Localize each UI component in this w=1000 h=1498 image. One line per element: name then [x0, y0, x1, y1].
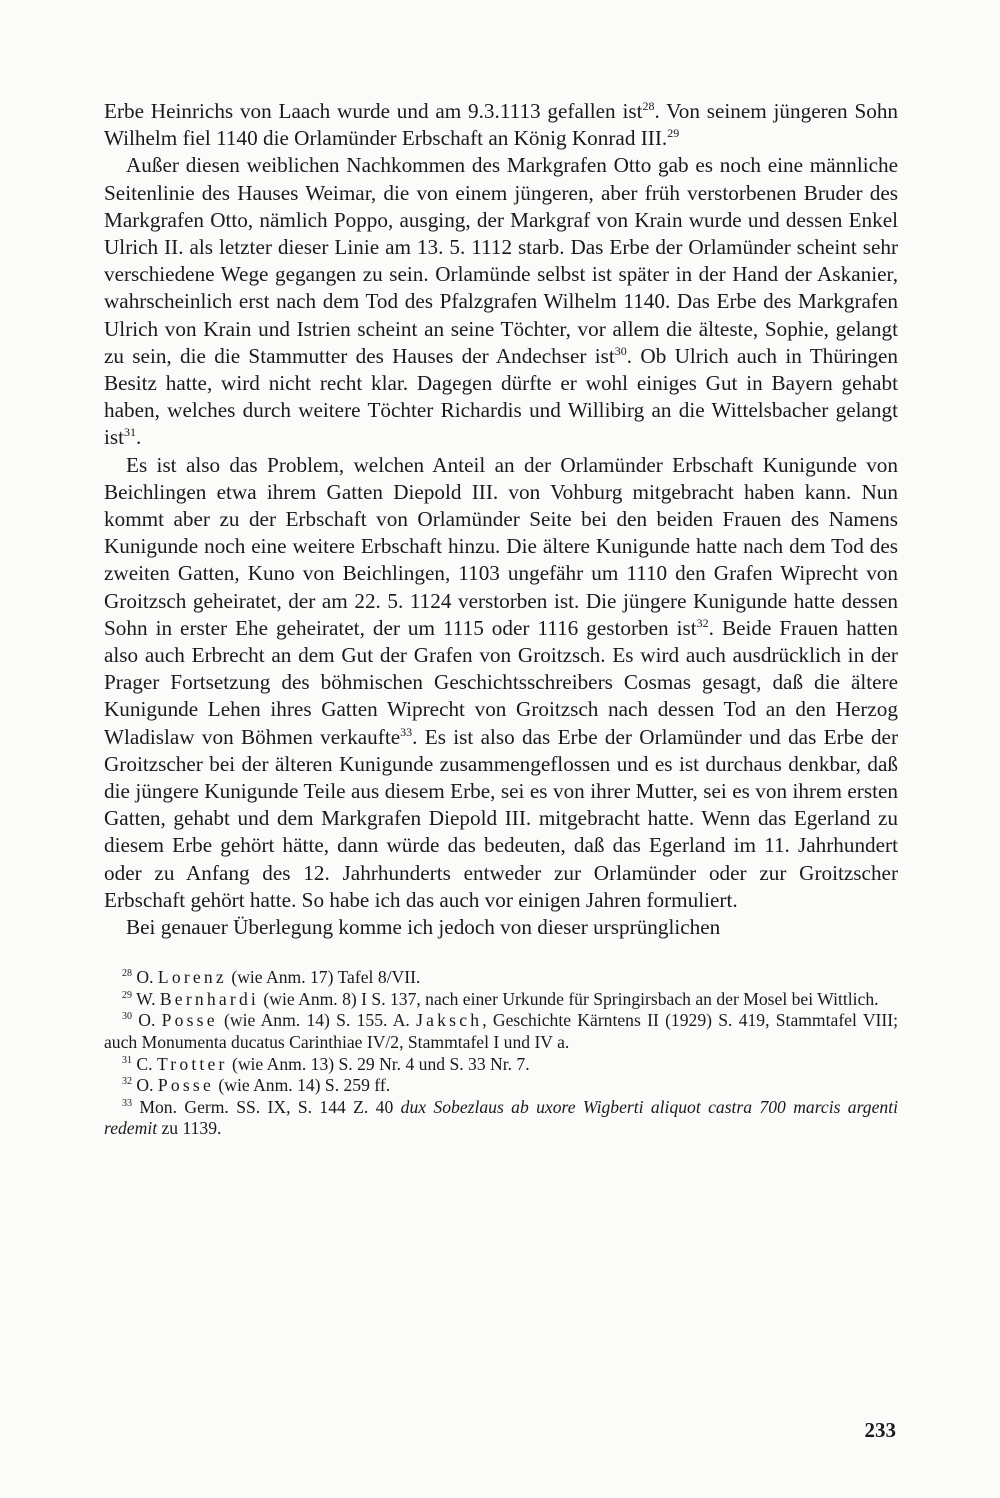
- footnote-ref: 31: [124, 425, 137, 440]
- paragraph-1: [104, 98, 898, 152]
- text-run: (wie Anm. 13) S. 29 Nr. 4 und S. 33 Nr. 7.: [227, 1053, 530, 1074]
- latin-quote: dux Sobezlaus ab uxore Wigberti aliquot castra 700 marcis argenti redemit: [104, 1096, 898, 1139]
- text-run: . Von seinem jüngeren Sohn Wilhelm fiel 1140 die Orlamünder Erbschaft an König Konrad III.: [104, 99, 899, 151]
- footnote-ref: 32: [696, 615, 709, 630]
- author-name: Posse: [157, 1075, 214, 1096]
- page-number: 233: [864, 1418, 896, 1442]
- text-run: (wie Anm. 17) Tafel 8/VII.: [226, 967, 421, 988]
- paragraph-4: [104, 914, 898, 941]
- footnote-ref: 30: [614, 343, 627, 358]
- text-run: Erbe Heinrichs von Laach wurde und am 9.3.1113 gefallen ist: [104, 99, 643, 123]
- footnotes: [104, 967, 898, 1140]
- text-run: (wie Anm. 14) S. 155. A.: [217, 1010, 417, 1031]
- text-run: zu 1139.: [157, 1118, 222, 1139]
- text-run: O.: [132, 1075, 158, 1096]
- footnote-33: [104, 1097, 898, 1140]
- footnote-ref: 32: [122, 1076, 132, 1088]
- author-name: Posse: [161, 1010, 218, 1031]
- text-run: Mon. Germ. SS. IX, S. 144 Z. 40: [132, 1096, 401, 1117]
- footnote-32: [104, 1075, 898, 1097]
- footnote-ref: 29: [667, 126, 680, 141]
- text-run: (wie Anm. 8) I S. 137, nach einer Urkunde für Springirsbach an der Mosel bei Wittlich.: [259, 988, 879, 1009]
- text-run: .: [136, 425, 142, 450]
- footnote-ref: 28: [122, 968, 132, 980]
- footnote-28: [104, 967, 898, 989]
- text-run: Es ist also das Problem, welchen Anteil an der Orlamünder Erbschaft Kunigunde von Beichlingen etwa ihrem Gatten Diepold III. von Vohburg mitgebracht haben kann. Nun kommt aber zu der Erbschaft von Orlamünder Seite bei den beiden Frauen des Namens Kunigunde noch eine weitere Erbschaft hinzu. Die ältere Kunigunde hatte nach dem Tod des zweiten Gatten, Kuno von Beichlingen, 1103 ungefähr um 1110 den Grafen Wiprecht von Groitzsch geheiratet, der am 22. 5. 1124 verstorben ist. Die jüngere Kunigunde hatte dessen Sohn in erster Ehe geheiratet, der um 1115 oder 1116 gestorben ist: [104, 452, 898, 640]
- text-run: W.: [132, 988, 160, 1009]
- author-name: Jaksch: [416, 1010, 483, 1031]
- footnote-ref: 33: [122, 1098, 132, 1109]
- author-name: Trotter: [156, 1053, 228, 1074]
- paragraph-2: [104, 152, 898, 451]
- footnote-31: [104, 1054, 898, 1076]
- text-run: . Ob Ulrich auch in Thüringen Besitz hatte, wird nicht recht klar. Dagegen dürfte er wohl einiges Gut in Bayern gehabt haben, welches durch weitere Töchter Richardis und Willibirg an die Wittelsbacher gelangt ist: [104, 343, 898, 450]
- footnote-ref: 31: [122, 1054, 132, 1066]
- author-name: Lorenz: [157, 967, 227, 988]
- text-run: . Beide Frauen hatten also auch Erbrecht an dem Gut der Grafen von Groitzsch. Es wird auch ausdrücklich in der Prager Fortsetzung des böhmischen Geschichtsschreibers Cosmas gesagt, daß die ältere Kunigunde Lehen ihres Gatten Wiprecht von Groitzsch nach dessen Tod an den Herzog Wladislaw von Böhmen verkaufte: [104, 615, 898, 749]
- text-run: O.: [132, 1010, 162, 1031]
- text-run: Bei genauer Überlegung komme ich jedoch von dieser ursprünglichen: [126, 915, 721, 940]
- footnote-ref: 28: [642, 98, 655, 113]
- footnote-29: [104, 989, 898, 1011]
- footnote-ref: 29: [122, 990, 132, 1002]
- footnote-ref: 33: [400, 724, 413, 739]
- author-name: Bernhardi: [159, 988, 260, 1009]
- text-run: (wie Anm. 14) S. 259 ff.: [214, 1075, 391, 1096]
- text-run: O.: [132, 967, 158, 988]
- page: [104, 98, 898, 1140]
- text-run: Außer diesen weiblichen Nachkommen des Markgrafen Otto gab es noch eine männliche Seitenlinie des Hauses Weimar, die von einem jüngeren, aber früh verstorbenen Bruder des Markgrafen Otto, nämlich Poppo, ausging, der Markgraf von Krain wurde und dessen Enkel Ulrich II. als letzter dieser Linie am 13. 5. 1112 starb. Das Erbe der Orlamünder scheint sehr verschiedene Wege gegangen zu sein. Orlamünde selbst ist später in der Hand der Askanier, wahrscheinlich erst nach dem Tod des Pfalzgrafen Wilhelm 1140. Das Erbe des Markgrafen Ulrich von Krain und Istrien scheint an seine Töchter, vor allem die älteste, Sophie, gelangt zu sein, die die Stammutter des Hauses der Andechser ist: [104, 153, 898, 368]
- paragraph-3: [104, 452, 898, 914]
- text-run: , Geschichte Kärntens II (1929) S. 419, Stammtafel VIII; auch Monumenta ducatus Carinthiae IV/2, Stammtafel I und IV a.: [104, 1010, 898, 1053]
- footnote-ref: 30: [122, 1011, 132, 1023]
- body-text: [104, 98, 898, 941]
- text-run: . Es ist also das Erbe der Orlamünder und das Erbe der Groitzscher bei der älteren Kunigunde zusammengeflossen und es ist durchaus denkbar, daß die jüngere Kunigunde Teile aus diesem Erbe, sei es von ihrer Mutter, sei es von ihrem ersten Gatten, gehabt und dem Markgrafen Diepold III. mitgebracht hatte. Wenn das Egerland zu diesem Erbe gehört hätte, dann würde das bedeuten, daß das Egerland im 11. Jahrhundert oder zu Anfang des 12. Jahrhunderts entweder zur Orlamünder oder zur Groitzscher Erbschaft gehört hatte. So habe ich das auch vor einigen Jahren formuliert.: [104, 724, 898, 912]
- footnote-30: [104, 1010, 898, 1053]
- text-run: C.: [132, 1053, 157, 1074]
